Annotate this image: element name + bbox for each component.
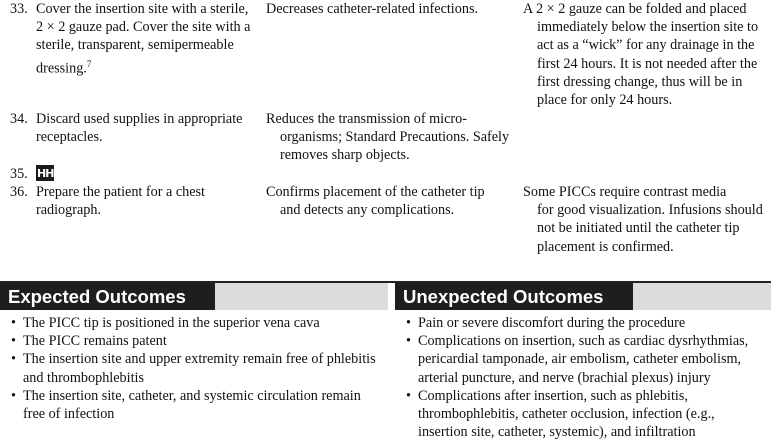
list-item: • Complications after insertion, such as phlebitis, thrombophlebitis, catheter occlusion, infection (e.g., insertion site, catheter, systemic), and infiltration xyxy=(403,387,765,442)
expected-outcomes-title: Expected Outcomes xyxy=(0,283,215,310)
step-number: 33. xyxy=(10,1,28,17)
unexpected-outcomes-title: Unexpected Outcomes xyxy=(395,283,633,310)
reference-superscript: 7 xyxy=(86,58,92,69)
step-number: 36. xyxy=(10,184,28,200)
step-number: 35. xyxy=(10,166,28,182)
step-action: Prepare the patient for a chest radiograph. xyxy=(36,184,205,219)
list-item: • Pain or severe discomfort during the procedure xyxy=(403,314,765,332)
step-rationale: Decreases catheter-related infections. xyxy=(266,1,479,17)
list-item: • The insertion site, catheter, and systemic circulation remain free of infection xyxy=(8,387,380,423)
unexpected-outcomes-list xyxy=(403,314,765,441)
step-note: A 2 × 2 gauze can be folded and placed immediately below the insertion site to act as a “wick” for any drainage in the first 24 hours. It is not needed after the first dressing change, thus will be in place for only 24 hours. xyxy=(523,1,759,109)
list-item: • The insertion site and upper extremity remain free of phlebitis and thrombophlebitis xyxy=(8,350,380,386)
step-action: Discard used supplies in appropriate receptacles. xyxy=(36,111,243,146)
list-item: • The PICC remains patent xyxy=(8,332,380,350)
step-action: Cover the insertion site with a sterile, 2 × 2 gauze pad. Cover the site with a sterile, transparent, semipermeable dressing.$^7$ xyxy=(36,1,251,77)
hand-hygiene-icon: HH xyxy=(37,167,54,180)
step-rationale: Confirms placement of the catheter tip and detects any complications. xyxy=(266,184,485,219)
step-rationale: Reduces the transmission of micro- organisms; Standard Precautions. Safely removes sharp objects. xyxy=(266,111,510,164)
step-note: Some PICCs require contrast media for good visualization. Infusions should not be initiated until the catheter tip placement is confirmed. xyxy=(523,184,763,255)
step-number: 34. xyxy=(10,111,28,127)
list-item: • The PICC tip is positioned in the superior vena cava xyxy=(8,314,380,332)
expected-outcomes-list xyxy=(8,314,380,423)
list-item: • Complications on insertion, such as cardiac dysrhythmias, pericardial tamponade, air embolism, catheter embolism, arterial puncture, and nerve (brachial plexus) injury xyxy=(403,332,765,387)
